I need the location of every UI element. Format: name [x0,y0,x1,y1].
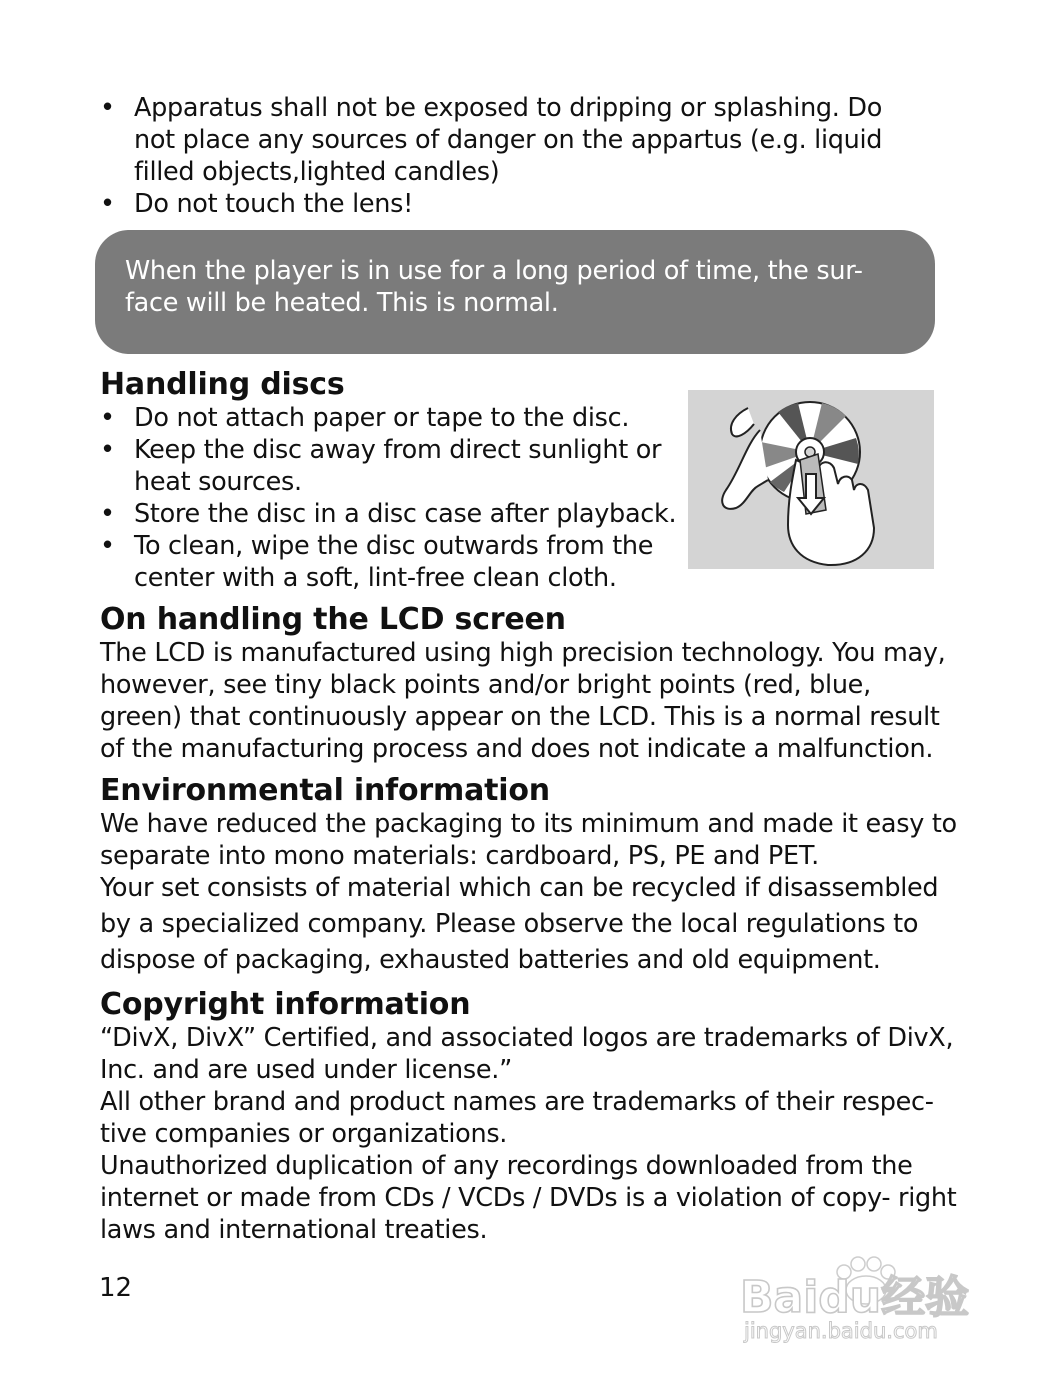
watermark-url: jingyan.baidu.com [744,1319,938,1343]
environment-paragraph: We have reduced the packaging to its minimum and made it easy to separate into mono materials: cardboard, PS, PE and PET. [100,809,957,871]
bullet-item: • To clean, wipe the disc outwards from the center with a soft, lint-free clean cloth. [100,530,680,594]
bullet-item: • Do not touch the lens! [100,188,930,220]
section-heading: Environmental information [100,773,550,808]
baidu-watermark-logo [740,1250,985,1345]
environment-paragraph: Your set consists of material which can be recycled if disassembled by a specialized company. Please observe the local regulations to dispose of packaging, exhausted batteries and old equipment. [100,873,939,975]
section-heading: On handling the LCD screen [100,602,566,637]
safety-bullet-list [100,92,930,220]
watermark-brand: Baidu经验 [740,1272,970,1323]
page-number: 12 [99,1273,133,1303]
disc-bullet-list [100,402,680,594]
section-heading: Handling discs [100,367,345,402]
disc-cleaning-illustration [688,390,934,569]
section-heading: Copyright information [100,987,471,1022]
bullet-item: • Store the disc in a disc case after playback. [100,498,680,530]
handling-discs-section [100,368,680,594]
lcd-section [100,603,960,765]
copyright-paragraph: “DivX, DivX” Certified, and associated logos are trademarks of DivX, Inc. and are used under license.” [100,1023,954,1085]
bullet-item: • Apparatus shall not be exposed to dripping or splashing. Do not place any sources of danger on the appartus (e.g. liquid filled objects,lighted candles) [100,92,930,188]
bullet-item: • Keep the disc away from direct sunlight or heat sources. [100,434,680,498]
heat-note-box [95,230,935,354]
copyright-paragraph: Unauthorized duplication of any recordings downloaded from the internet or made from CDs / VCDs / DVDs is a violation of copy- right laws and international treaties. [100,1151,957,1245]
hand-holding-disc-icon [688,390,934,569]
lcd-paragraph: The LCD is manufactured using high precision technology. You may, however, see tiny black points and/or bright points (red, blue, green) that continuously appear on the LCD. This is a normal result of the manufacturing process and does not indicate a malfunction. [100,638,946,764]
copyright-section [100,988,960,1246]
heat-note-text: When the player is in use for a long period of time, the sur- face will be heated. This is normal. [125,256,863,318]
environmental-section [100,774,960,978]
copyright-paragraph: All other brand and product names are trademarks of their respec- tive companies or organizations. [100,1087,934,1149]
bullet-item: • Do not attach paper or tape to the disc. [100,402,680,434]
